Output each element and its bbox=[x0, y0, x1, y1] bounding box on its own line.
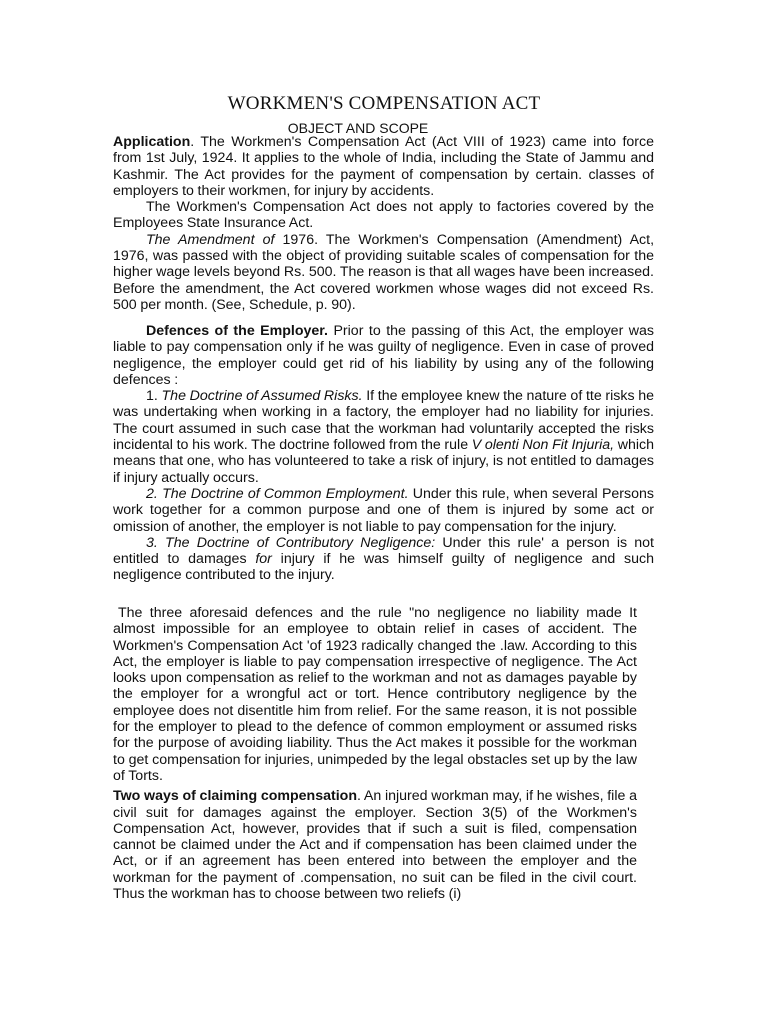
italic-volenti: V olenti Non Fit Injuria, bbox=[471, 437, 615, 454]
paragraph-amendment bbox=[113, 232, 654, 313]
text-defences: Prior to the passing of this Act, the employer was liable to pay compensation only if he was guilty of negligence. Even in case of proved negligence, the employer could get rid of his liability by using any of the following defences : bbox=[113, 323, 655, 388]
section-aforesaid bbox=[113, 605, 637, 902]
italic-for: for bbox=[255, 551, 272, 568]
italic-amendment: The Amendment of bbox=[146, 231, 275, 248]
text-amendment: 1976. The Workmen's Compensation (Amendment) Act, 1976, was passed with the object of providing suitable scales of compensation for the higher wage levels beyond Rs. 500. The reason is that all wages have been increased. Before the amendment, the Act covered workmen whose wages did not exceed Rs. 500 per month. (See, Schedule, p. 90). bbox=[113, 231, 655, 313]
paragraph-application bbox=[113, 134, 654, 199]
document-title: WORKMEN'S COMPENSATION ACT bbox=[227, 93, 541, 114]
text-contributory-a: Under this rule' a person is not entitled to damages bbox=[113, 534, 654, 568]
paragraph-contributory-negligence bbox=[113, 535, 654, 584]
section-defences bbox=[113, 323, 654, 584]
text-assumed-risks-a: If the employee knew the nature of tte risks he was undertaking when working in a factory, the employer had no liability for injuries. The court assumed in such case that the workman had voluntarily accepted the risks incidental to his work. The doctrine followed from the rule bbox=[113, 388, 654, 454]
lead-two-ways: Two ways of claiming compensation bbox=[113, 788, 357, 805]
paragraph-two-ways bbox=[113, 788, 637, 902]
paragraph-common-employment bbox=[113, 486, 654, 535]
paragraph-defences bbox=[113, 323, 654, 388]
paragraph-esi-exclusion: The Workmen's Compensation Act does not apply to factories covered by the Employees State Insurance Act. bbox=[113, 199, 654, 232]
italic-assumed-risks: The Doctrine of Assumed Risks. bbox=[161, 388, 363, 405]
section-application bbox=[113, 134, 654, 313]
text-application: . The Workmen's Compensation Act (Act VIII of 1923) came into force from 1st July, 1924. It applies to the whole of India, including the State of Jammu and Kashmir. The Act provides for the payment of compensation by certain. classes of employers to their workmen, for injury by accidents. bbox=[113, 134, 654, 199]
num-assumed-risks: 1. bbox=[146, 388, 162, 405]
italic-contributory-negligence: 3. The Doctrine of Contributory Negligence: bbox=[146, 534, 436, 551]
text-two-ways: . An injured workman may, if he wishes, file a civil suit for damages against the employer. Section 3(5) of the Workmen's Compensation Act, however, provides that if such a suit is filed, compensation cannot be claimed under the Act and if compensation has been claimed under the Act, or if an agreement has been entered into between the employer and the workman for the payment of .compensation, no suit can be filed in the civil court. Thus the workman has to choose between two reliefs (i) bbox=[113, 788, 637, 903]
document-subtitle: OBJECT AND SCOPE bbox=[287, 120, 429, 136]
lead-defences: Defences of the Employer. bbox=[146, 323, 328, 339]
paragraph-assumed-risks bbox=[113, 388, 654, 486]
paragraph-aforesaid: The three aforesaid defences and the rule "no negligence no liability made It almost impossible for an employee to obtain relief in cases of accident. The Workmen's Compensation Act 'of 1923 radically changed the .law. According to this Act, the employer is liable to pay compensation irrespective of negligence. The Act looks upon compensation as relief to the workman and not as damages payable by the employer for a wrongful act or tort. Hence contributory negligence by the employee does not disentitle him from relief. For the same reason, it is not possible for the employer to plead to the defence of common employment or assumed risks for the purpose of avoiding liability. Thus the Act makes it possible for the workman to get compensation for injuries, unimpeded by the legal obstacles set up by the law of Torts. bbox=[113, 605, 637, 784]
text-assumed-risks-b: which means that one, who has volunteered to take a risk of injury, is not entitled to damages if injury actually occurs. bbox=[113, 437, 654, 486]
lead-application: Application bbox=[113, 134, 191, 150]
text-contributory-b: injury if he was himself guilty of negligence and such negligence contributed to the injury. bbox=[113, 551, 654, 584]
text-common-employment: Under this rule, when several Persons work together for a common purpose and one of them is injured by some act or omission of another, the employer is not liable to pay compensation for the injury. bbox=[113, 485, 654, 535]
italic-common-employment: 2. The Doctrine of Common Employment. bbox=[146, 485, 409, 502]
